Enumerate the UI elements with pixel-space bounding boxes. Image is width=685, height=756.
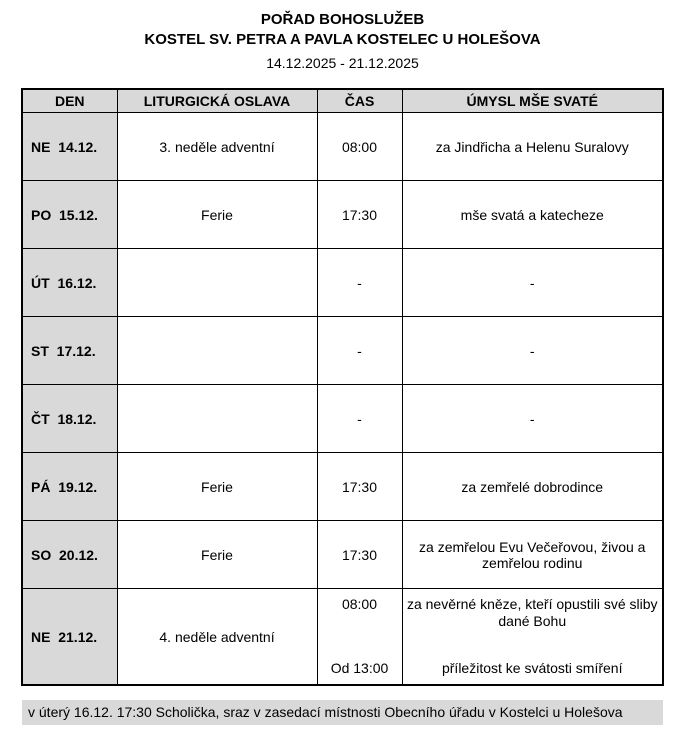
date-range: 14.12.2025 - 21.12.2025 <box>266 54 419 71</box>
celebration-cell: Ferie <box>117 453 317 521</box>
time-cell: 17:30 <box>317 521 402 589</box>
intention-cell: za Jindřicha a Helenu Suralovy <box>402 113 663 181</box>
church-name: KOSTEL SV. PETRA A PAVLA KOSTELEC U HOLEŠOVA <box>144 31 541 49</box>
table-row <box>22 113 663 181</box>
day-cell: ÚT 16.12. <box>22 249 117 317</box>
intention-cell: - <box>402 385 663 453</box>
column-header-umysl: ÚMYSL MŠE SVATÉ <box>402 89 663 113</box>
time-afternoon: Od 13:00 <box>330 660 389 677</box>
day-cell: PÁ 19.12. <box>22 453 117 521</box>
time-cell: 08:00 <box>317 113 402 181</box>
time-cell: - <box>317 317 402 385</box>
celebration-cell: Ferie <box>117 521 317 589</box>
table-row <box>22 521 663 589</box>
footer-note: v úterý 16.12. 17:30 Scholička, sraz v zasedací místnosti Obecního úřadu v Kostelci u Holešova <box>22 700 663 726</box>
day-cell: ST 17.12. <box>22 317 117 385</box>
time-cell <box>317 589 402 685</box>
time-cell: - <box>317 385 402 453</box>
table-header-row <box>22 89 663 113</box>
time-cell: - <box>317 249 402 317</box>
intention-cell: - <box>402 249 663 317</box>
table-row <box>22 385 663 453</box>
intention-cell: mše svatá a katecheze <box>402 181 663 249</box>
table-row <box>22 589 663 685</box>
celebration-cell: 3. neděle adventní <box>117 113 317 181</box>
day-cell: NE 21.12. <box>22 589 117 685</box>
intention-cell: - <box>402 317 663 385</box>
time-cell: 17:30 <box>317 453 402 521</box>
celebration-cell: 4. neděle adventní <box>117 589 317 685</box>
intention-cell <box>402 589 663 685</box>
celebration-cell <box>117 317 317 385</box>
day-cell: ČT 18.12. <box>22 385 117 453</box>
day-cell: SO 20.12. <box>22 521 117 589</box>
celebration-cell <box>117 249 317 317</box>
time-morning: 08:00 <box>341 595 378 612</box>
table-row <box>22 453 663 521</box>
intention-afternoon: příležitost ke svátosti smíření <box>441 660 623 677</box>
intention-cell: za zemřelou Evu Večeřovou, živou a zemřelou rodinu <box>402 521 663 589</box>
column-header-den: DEN <box>22 89 117 113</box>
intention-morning: za nevěrné kněze, kteří opustili své sliby dané Bohu <box>406 595 658 630</box>
mass-schedule-table <box>21 88 664 686</box>
intention-cell: za zemřelé dobrodince <box>402 453 663 521</box>
celebration-cell <box>117 385 317 453</box>
page-header <box>0 10 685 72</box>
day-cell: PO 15.12. <box>22 181 117 249</box>
celebration-cell: Ferie <box>117 181 317 249</box>
column-header-cas: ČAS <box>317 89 402 113</box>
table-row <box>22 317 663 385</box>
column-header-oslava: LITURGICKÁ OSLAVA <box>117 89 317 113</box>
page-title: POŘAD BOHOSLUŽEB <box>260 11 425 28</box>
time-cell: 17:30 <box>317 181 402 249</box>
table-row <box>22 181 663 249</box>
table-row <box>22 249 663 317</box>
day-cell: NE 14.12. <box>22 113 117 181</box>
